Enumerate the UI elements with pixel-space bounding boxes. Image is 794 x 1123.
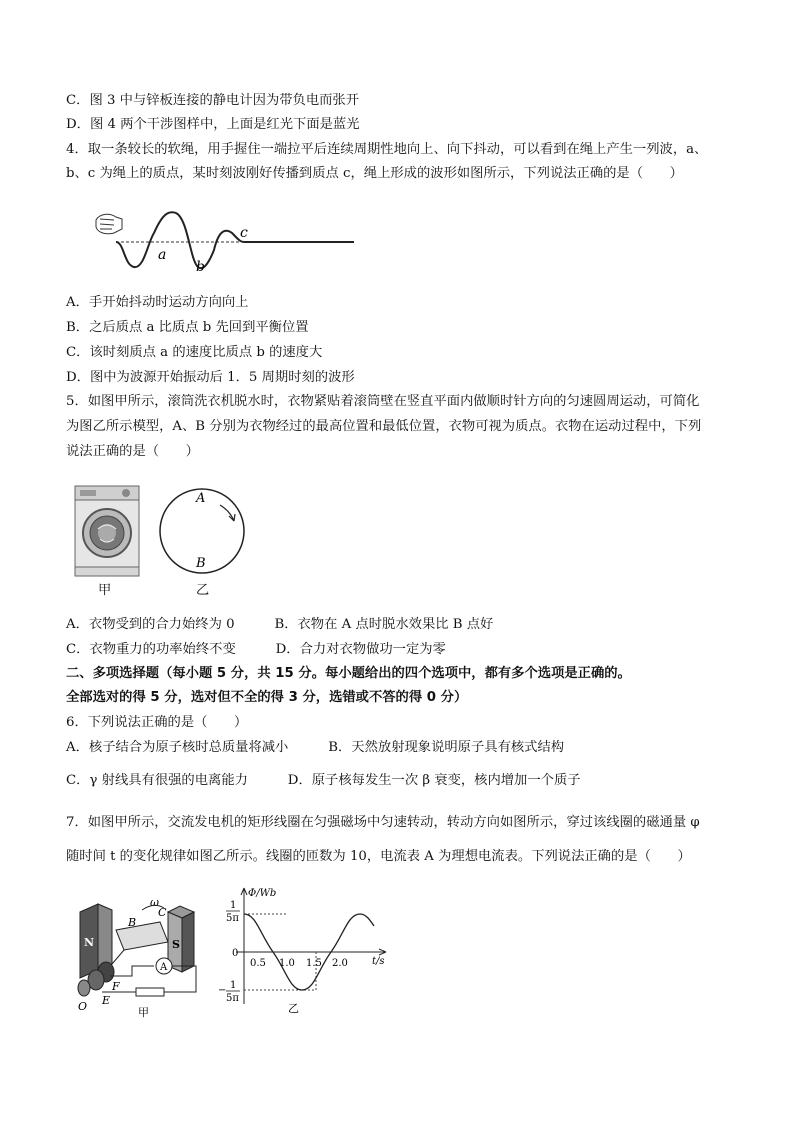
t-axis-label: t/s: [372, 956, 385, 967]
fig-jia-caption: 甲: [138, 1006, 149, 1019]
fig-jia-label: 甲: [98, 583, 112, 598]
top-value-num: 1: [230, 900, 237, 911]
q6-options-ab: A．核子结合为原子核时总质量将减小 B．天然放射现象说明原子具有核式结构: [66, 740, 565, 755]
fig-yi-label: 乙: [196, 583, 210, 598]
q4-option-d: D．图中为波源开始振动后 1．5 周期时刻的波形: [66, 370, 355, 385]
q5-options-ab: A．衣物受到的合力始终为 0 B．衣物在 A 点时脱水效果比 B 点好: [66, 617, 494, 632]
q4-option-a: A．手开始抖动时运动方向向上: [66, 295, 249, 310]
ammeter-label: A: [160, 962, 168, 973]
section2-heading-line1: 二、多项选择题（每小题 5 分，共 15 分。每小题给出的四个选项中，都有多个选项是正确的。: [66, 666, 631, 681]
wave-curve: [116, 212, 354, 268]
omega-label: ω: [150, 896, 159, 909]
coil-b-label: B: [128, 916, 137, 929]
point-c-label: c: [240, 225, 248, 241]
q6-stem: 6．下列说法正确的是（ ）: [66, 715, 248, 730]
q4-option-c: C．该时刻质点 a 的速度比质点 b 的速度大: [66, 345, 323, 360]
tick-label: 2.0: [332, 958, 348, 969]
coil: [116, 922, 168, 950]
q3-option-d: D．图 4 两个干涉图样中，上面是红光下面是蓝光: [66, 117, 360, 132]
q5-stem-line2: 为图乙所示模型，A、B 分别为衣物经过的最高位置和最低位置，衣物可视为质点。衣物在运动过程中，下列: [66, 419, 702, 434]
q5-stem-line1: 5．如图甲所示，滚筒洗衣机脱水时，衣物紧贴着滚筒壁在竖直平面内做顺时针方向的匀速圆周运动，可简化: [66, 394, 700, 409]
q4-option-b: B．之后质点 a 比质点 b 先回到平衡位置: [66, 320, 309, 335]
top-value-den: 5π: [226, 913, 239, 924]
point-b-label: b: [196, 259, 205, 275]
q5-stem-line3: 说法正确的是（ ）: [66, 444, 199, 459]
q4-wave-figure: [92, 205, 362, 280]
fig-yi-caption: 乙: [288, 1002, 299, 1014]
washing-machine-image: [74, 485, 140, 577]
q5-options-cd: C．衣物重力的功率始终不变 D．合力对衣物做功一定为零: [66, 642, 446, 657]
q7-stem-line2: 随时间 t 的变化规律如图乙所示。线圈的匝数为 10，电流表 A 为理想电流表。下列说法正确的是（ ）: [66, 849, 691, 864]
magnet-s-label: S: [172, 938, 180, 951]
q7-stem-line1: 7．如图甲所示，交流发电机的矩形线圈在匀强磁场中匀速转动，转动方向如图所示，穿过该线圈的磁通量 φ: [66, 815, 700, 830]
bottom-minus: −: [218, 985, 227, 996]
tick-label: 1.0: [279, 958, 295, 969]
q3-option-c: C．图 3 中与锌板连接的静电计因为带负电而张开: [66, 93, 360, 108]
magnet-n-label: N: [84, 936, 95, 949]
q6-options-cd: C．γ 射线具有很强的电离能力 D．原子核每发生一次 β 衰变，核内增加一个质子: [66, 773, 581, 788]
point-B-label: B: [196, 556, 206, 571]
bottom-value-den: 5π: [226, 993, 239, 1004]
point-a-label: a: [158, 247, 167, 263]
q4-stem-line2: b、c 为绳上的质点，某时刻波刚好传播到质点 c，绳上形成的波形如图所示，下列说法正确的是（ ）: [66, 166, 683, 181]
phi-axis-label: Φ/Wb: [248, 888, 277, 899]
circular-motion-figure: [156, 485, 248, 577]
flux-graph: [216, 884, 392, 1014]
section2-heading-line2: 全部选对的得 5 分，选对但不全的得 3 分，选错或不答的得 0 分）: [66, 690, 468, 705]
resistor: [136, 988, 164, 996]
label-o: O: [78, 1000, 88, 1013]
tick-label: 0.5: [250, 958, 266, 969]
generator-figure: [72, 892, 212, 1020]
q4-stem-line1: 4．取一条较长的软绳，用手握住一端拉平后连续周期性地向上、向下抖动，可以看到在绳上产生一列波，a、: [66, 142, 708, 157]
point-A-label: A: [196, 491, 206, 506]
coil-c-label: C: [158, 906, 167, 919]
label-f: F: [112, 980, 120, 993]
origin-label: 0: [232, 948, 239, 959]
tick-label: 1.5: [306, 958, 322, 969]
label-e: E: [102, 994, 111, 1007]
bottom-value-num: 1: [230, 980, 237, 991]
hand-icon: [96, 214, 122, 233]
